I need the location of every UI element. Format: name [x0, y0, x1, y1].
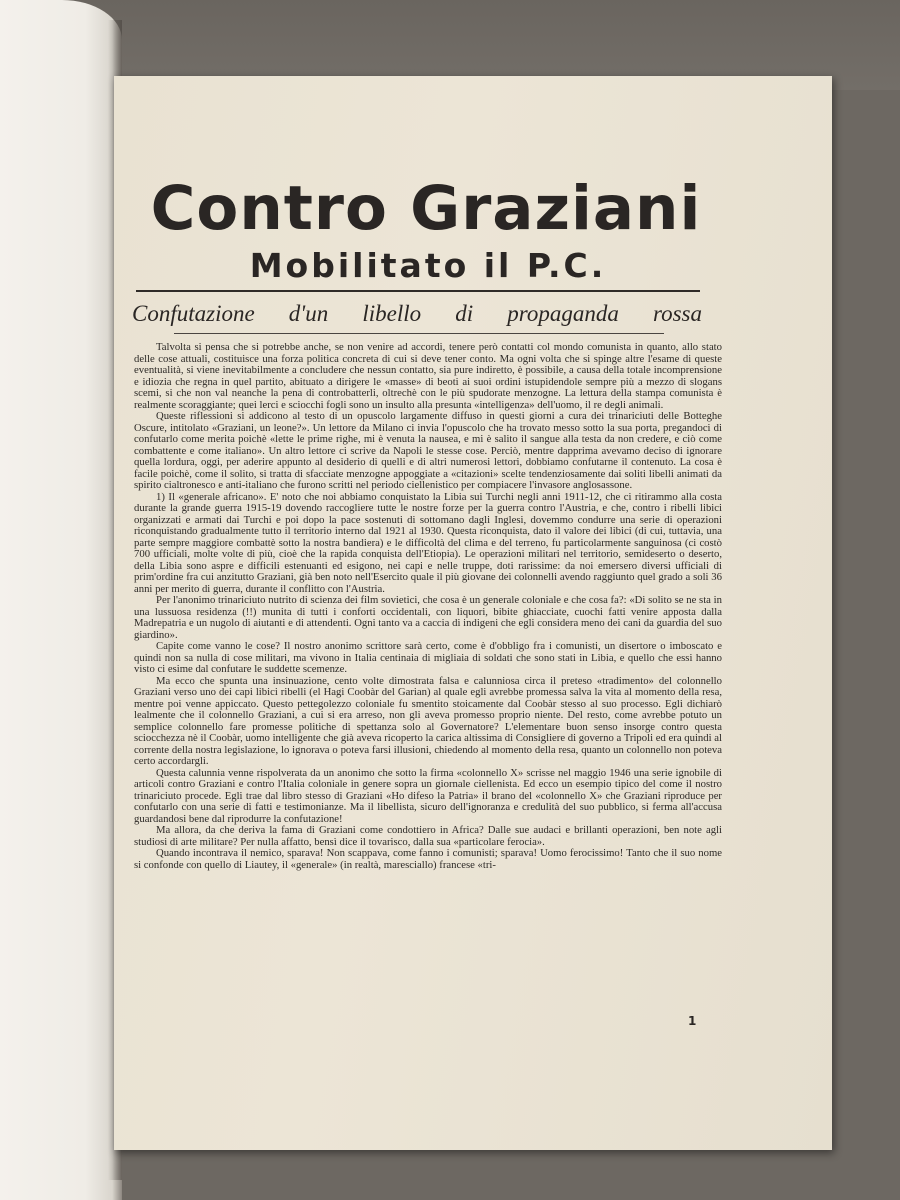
subheading-word: propaganda — [507, 301, 619, 326]
article-subheading — [132, 296, 702, 332]
subheading-word: Confutazione — [132, 301, 255, 326]
paragraph: Capite come vanno le cose? Il nostro anonimo scrittore sarà certo, come è d'obbligo fra i comunisti, un disertore o imboscato e quindi non sa nulla di cose militari, ma vivono in Italia centinaia di migliaia di soldati che sono stati in Libia, e quello che essi hanno visto ci esime dal confutare le suddette scemenze. — [134, 640, 722, 675]
article-body — [134, 342, 722, 1002]
paragraph: Queste riflessioni si addicono al testo di un opuscolo largamente diffuso in questi giorni a cura dei trinariciuti delle Botteghe Oscure, intitolato «Graziani, un leone?». Un lettore da Milano ci invia l'opuscolo che ha trovato messo sotto la sua porta, pregandoci di confutarlo come merita poichè «lette le prime righe, mi è venuta la nausea, e mi è salito il sangue alla testa da non credere, e ciò come combattente e come italiano». Un altro lettore ci scrive da Napoli le stesse cose. Perciò, mentre dapprima avevamo deciso di ignorare quella lordura, oggi, per aderire appunto al desiderio di quelli e di altri numerosi lettori, dobbiamo confutarne il contenuto. La cosa è facile poichè, come il solito, si tratta di sfacciate menzogne appoggiate a «citazioni» scelte tendenziosamente dai soliti libelli animati da spirito cialtronesco e anti-italiano che furono scritti nel periodo ciellenistico per compiacere l'invasore anglosassone. — [134, 410, 722, 491]
subheading-word: d'un — [288, 301, 329, 326]
page-subtitle: Mobilitato il P.C. — [249, 246, 607, 285]
left-book-page — [0, 0, 122, 1200]
paragraph: Ma allora, da che deriva la fama di Graziani come condottiero in Africa? Dalle sue audaci e brillanti operazioni, ben note agli studiosi di arte militare? Per nulla affatto, bensì dice il tovarisco, dalla sua «particolare ferocia». — [134, 824, 722, 848]
title-divider — [136, 290, 700, 292]
paragraph: Talvolta si pensa che si potrebbe anche, se non venire ad accordi, tenere però contatti col mondo comunista in quanto, allo stato delle cose attuali, costituisce una forza politica concreta di cui si deve tener conto. Ma ogni volta che si spinge altre l'esame di queste eventualità, si viene inevitabilmente a concludere che nessun contatto, sia pure indiretto, è possibile, a causa della totale incomprensione e idiozia che regna in quel partito, abituato a dirigere le «masse» di beoti ai suoi ordini istupidendole sempre più a mezzo di slogans scemi, si che non val neanche la pena di controbatterli, oltrechè con le più spudorate menzogne. La lettura della stampa comunista è realmente scoraggiante; quei lerci e sciocchi fogli sono un insulto alla presunta «intelligenza» dell'uomo, il re degli animali. — [134, 342, 722, 411]
page-title: Contro Graziani — [150, 173, 702, 244]
paragraph: 1) Il «generale africano». E' noto che noi abbiamo conquistato la Libia sui Turchi negli anni 1911-12, che ci ritirammo alla costa durante la grande guerra 1915-19 dovendo raccogliere tutte le nostre forze per la guerra contro l'Austria, e che, contro i ribelli libici organizzati e armati dai Turchi e poi dopo la pace sostenuti di sottomano dagli Inglesi, dovemmo condurre una serie di operazioni riconquistando gradualmente tutto il territorio interno dal 1921 al 1930. Questa riconquista, dato il valore dei libici (di cui, tuttavia, una parte sempre maggiore combattè sotto la nostra bandiera) e le difficoltà del clima e del terreno, fu particolarmente sanguinosa (ci costò 700 ufficiali, molte volte di più, cioè che la rapida conquista dell'Etiopia). Le operazioni militari nel territorio, semideserto o deserto, della Libia sono aspre e difficili estenuanti ed esigono, nei capi e nelle truppe, doti rarissime: da noi emersero diversi ufficiali di prim'ordine fra cui anzitutto Graziani, già ben noto nell'Esercito quale il più giovane dei colonnelli avendo raggiunto quel grado a soli 36 anni per merito di guerra, durante il conflitto con l'Austria. — [134, 490, 722, 595]
paragraph: Questa calunnia venne rispolverata da un anonimo che sotto la firma «colonnello X» scrisse nel maggio 1946 una serie ignobile di articoli contro Graziani e contro l'Italia coloniale in genere sopra un giornale ciellenista. Ed ecco un esempio tipico del come il nostro trinariciuto procede. Egli trae dal libro stesso di Graziani «Ho difeso la Patria» il brano del «colonnello X» che Graziani riproduce per confutarlo con una serie di fatti e testimonianze. Ma il libellista, sicuro dell'ignoranza e credulità del suo pubblico, si ferma all'accusa guardandosi bene dal riprodurre la confutazione! — [134, 766, 722, 825]
subheading-divider — [174, 333, 664, 334]
paragraph: Per l'anonimo trinariciuto nutrito di scienza dei film sovietici, che cosa è un generale coloniale e che cosa fa?: «Di solito se ne sta in una lussuosa residenza (!!) munita di tutti i conforti occidentali, con liquori, bibite ghiacciate, cuochi fatti venire apposta dalla Madrepatria e un nugolo di aiutanti e di attendenti. Ogni tanto va a caccia di indigeni che egli considera meno dei cani da guardia del suo giardino». — [134, 594, 722, 641]
document-page — [114, 76, 832, 1150]
subheading-word: libello — [362, 301, 422, 326]
subheading-word: di — [455, 301, 474, 326]
paragraph: Ma ecco che spunta una insinuazione, cento volte dimostrata falsa e calunniosa circa il preteso «tradimento» del colonnello Graziani verso uno dei capi libici ribelli (el Hagi Coobàr del Garian) al quale egli avrebbe promessa salva la vita al momento della resa, mentre poi venne appiccato. Questo pettegolezzo coloniale fu smentito stoicamente dal Coobàr stesso al suo processo. Egli dichiarò lealmente che il colonnello Graziani, a cui si era arreso, non gli aveva promesso proprio niente. Del resto, come avrebbe potuto un semplice colonnello fare promesse politiche di spettanza solo al Governatore? L'elementare buon senso insorge contro questa sciocchezza nè il Coobàr, uomo intelligente che già aveva ricoperto la carica altissima di Consigliere di governo a Tripoli ed era quindi al corrente della nostra legislazione, lo ignorava o poteva farsi illusioni, chiedendo al momento della resa, quanto un colonnello non poteva certo accordargli. — [134, 674, 722, 767]
paragraph: Quando incontrava il nemico, sparava! Non scappava, come fanno i comunisti; sparava! Uomo ferocissimo! Tanto che il suo nome si confonde con quello di Liautey, il «generale» (in realtà, maresciallo) francese «tri- — [134, 847, 722, 871]
page-number: 1 — [688, 1014, 697, 1028]
subheading-word: rossa — [653, 301, 702, 326]
